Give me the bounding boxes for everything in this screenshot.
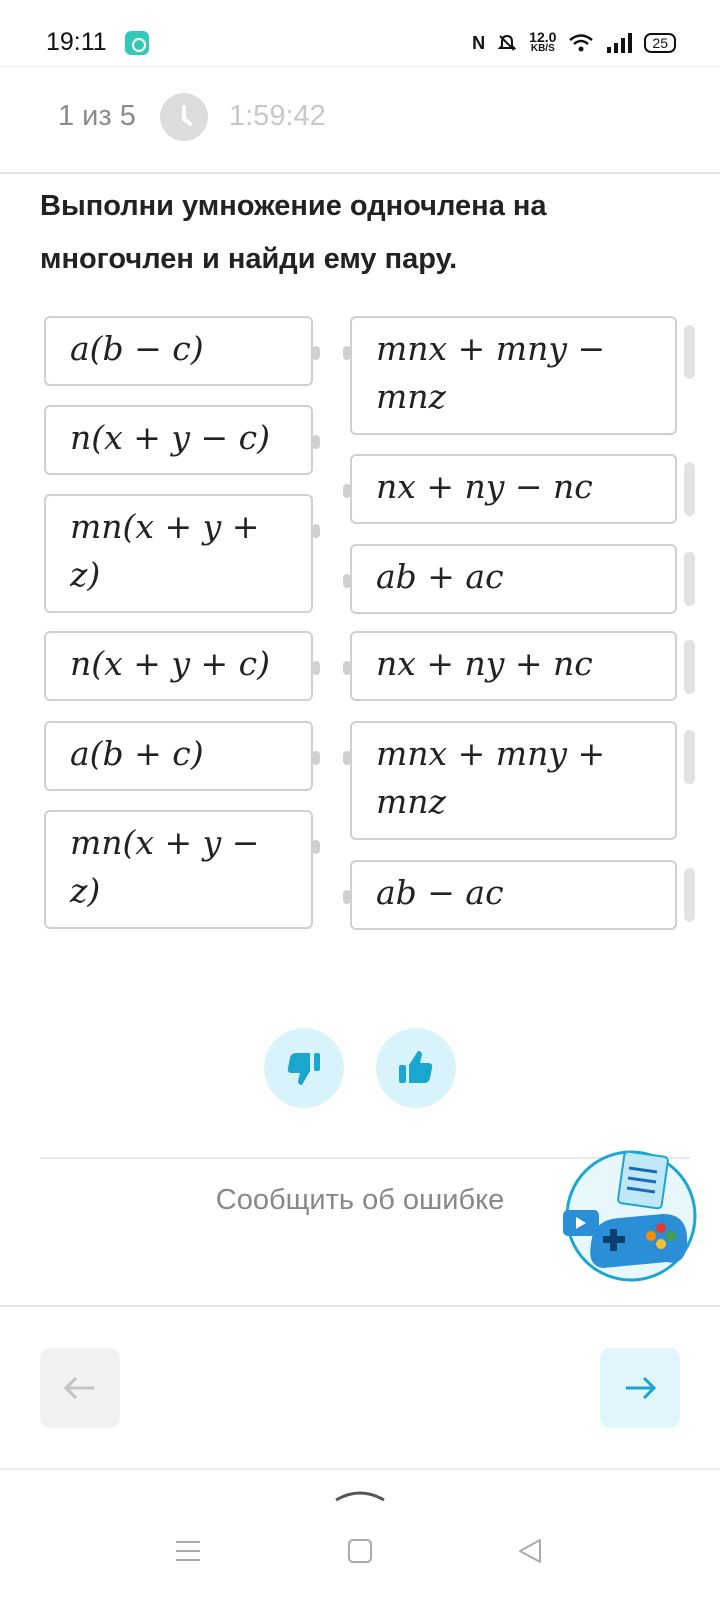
right-item[interactable]: nx + ny + nc bbox=[350, 631, 677, 701]
right-item[interactable]: ab − ac bbox=[350, 860, 677, 930]
right-item[interactable]: mnx + mny − mnz bbox=[350, 316, 677, 435]
gamepad-illustration[interactable] bbox=[563, 1148, 699, 1284]
connector-dot bbox=[312, 346, 320, 360]
home-icon[interactable] bbox=[348, 1539, 372, 1563]
next-question-button[interactable] bbox=[600, 1348, 680, 1428]
nfc-icon: N bbox=[472, 32, 486, 53]
chevron-up-icon[interactable] bbox=[334, 1484, 386, 1504]
left-item[interactable]: mn(x + y + z) bbox=[44, 494, 313, 613]
system-navigation-bar bbox=[0, 1468, 720, 1600]
drag-handle[interactable] bbox=[684, 462, 695, 516]
left-item[interactable]: n(x + y − c) bbox=[44, 405, 313, 475]
quiz-header bbox=[0, 66, 720, 174]
right-item[interactable]: ab + ac bbox=[350, 544, 677, 614]
prev-question-button[interactable] bbox=[40, 1348, 120, 1428]
connector-dot bbox=[343, 890, 351, 904]
thumbs-up-icon bbox=[396, 1048, 436, 1088]
question-counter: 1 из 5 bbox=[58, 100, 136, 132]
connector-dot bbox=[312, 751, 320, 765]
left-item[interactable]: mn(x + y − z) bbox=[44, 810, 313, 929]
menu-icon[interactable] bbox=[176, 1540, 200, 1562]
connector-dot bbox=[343, 751, 351, 765]
connector-dot bbox=[343, 661, 351, 675]
back-icon[interactable] bbox=[518, 1538, 542, 1564]
connector-dot bbox=[343, 484, 351, 498]
status-icons bbox=[472, 27, 676, 59]
wifi-icon bbox=[568, 33, 594, 53]
clock-icon bbox=[160, 93, 208, 141]
divider bbox=[0, 1305, 720, 1307]
drag-handle[interactable] bbox=[684, 640, 695, 694]
drag-handle[interactable] bbox=[684, 868, 695, 922]
drag-handle[interactable] bbox=[684, 325, 695, 379]
dislike-button[interactable] bbox=[264, 1028, 344, 1108]
mute-icon bbox=[497, 33, 517, 53]
left-item[interactable]: a(b − c) bbox=[44, 316, 313, 386]
drag-handle[interactable] bbox=[684, 730, 695, 784]
arrow-left-icon bbox=[60, 1368, 100, 1408]
like-button[interactable] bbox=[376, 1028, 456, 1108]
app-notification-icon bbox=[125, 31, 149, 55]
report-error-link[interactable]: Сообщить об ошибке bbox=[215, 1184, 505, 1216]
connector-dot bbox=[312, 840, 320, 854]
status-bar bbox=[0, 0, 720, 66]
right-item[interactable]: nx + ny − nc bbox=[350, 454, 677, 524]
left-item[interactable]: n(x + y + c) bbox=[44, 631, 313, 701]
connector-dot bbox=[312, 661, 320, 675]
left-item[interactable]: a(b + c) bbox=[44, 721, 313, 791]
connector-dot bbox=[312, 524, 320, 538]
connector-dot bbox=[343, 574, 351, 588]
question-text: Выполни умножение одночлена на многочлен и найди ему пару. bbox=[40, 190, 547, 275]
status-time: 19:11 bbox=[46, 28, 107, 56]
connector-dot bbox=[312, 435, 320, 449]
battery-icon: 25 bbox=[644, 33, 676, 53]
arrow-right-icon bbox=[620, 1368, 660, 1408]
timer: 1:59:42 bbox=[229, 100, 326, 132]
signal-icon bbox=[606, 33, 632, 53]
net-speed: 12.0 KB/S bbox=[529, 29, 557, 54]
right-item[interactable]: mnx + mny + mnz bbox=[350, 721, 677, 840]
drag-handle[interactable] bbox=[684, 552, 695, 606]
connector-dot bbox=[343, 346, 351, 360]
thumbs-down-icon bbox=[284, 1048, 324, 1088]
